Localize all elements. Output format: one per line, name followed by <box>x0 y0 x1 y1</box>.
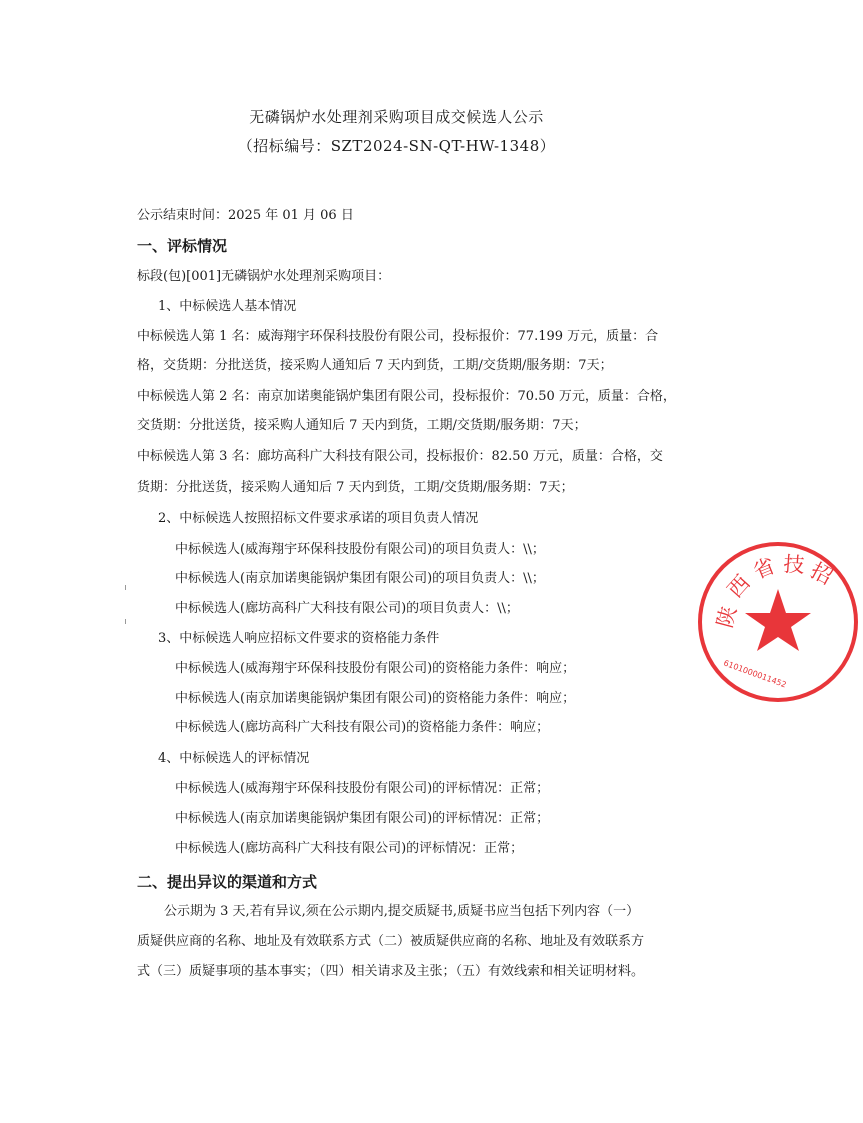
list-item: 中标候选人(廊坊高科广大科技有限公司)的资格能力条件：响应； <box>175 720 550 735</box>
candidate-line: 中标候选人第 1 名：威海翔宇环保科技股份有限公司，投标报价：77.199 万元，质量：合 <box>137 329 659 344</box>
seal-number: 6101000011452 <box>722 658 788 690</box>
seal-text-1: 陕 <box>712 603 742 631</box>
seal-text-2: 西 <box>722 570 755 603</box>
list-item: 中标候选人(威海翔宇环保科技股份有限公司)的评标情况：正常； <box>175 781 550 796</box>
subsection-heading-manager: 2、中标候选人按照招标文件要求承诺的项目负责人情况 <box>158 511 479 526</box>
lot-title: 标段(包)[001]无磷锅炉水处理剂采购项目： <box>137 269 391 284</box>
candidate-line: 中标候选人第 2 名：南京加诺奥能锅炉集团有限公司，投标报价：70.50 万元，质量：合格， <box>137 389 676 404</box>
list-item: 中标候选人(廊坊高科广大科技有限公司)的项目负责人：\\； <box>175 601 519 616</box>
objection-paragraph-line: 质疑供应商的名称、地址及有效联系方式（二）被质疑供应商的名称、地址及有效联系方 <box>137 934 645 949</box>
candidate-line: 中标候选人第 3 名：廊坊高科广大科技有限公司，投标报价：82.50 万元，质量：合格，交 <box>137 449 663 464</box>
subsection-heading-qualification: 3、中标候选人响应招标文件要求的资格能力条件 <box>158 631 440 646</box>
list-item: 中标候选人(廊坊高科广大科技有限公司)的评标情况：正常； <box>175 841 524 856</box>
seal-text-4: 技 <box>782 552 806 578</box>
candidate-line: 格，交货期：分批送货，接采购人通知后 7 天内到货，工期/交货期/服务期：7天； <box>137 358 613 373</box>
seal-star-icon <box>745 589 811 651</box>
list-item: 中标候选人(威海翔宇环保科技股份有限公司)的资格能力条件：响应； <box>175 661 576 676</box>
subsection-heading-basic: 1、中标候选人基本情况 <box>158 299 297 314</box>
objection-paragraph-line: 式（三）质疑事项的基本事实；（四）相关请求及主张；（五）有效线索和相关证明材料。 <box>137 964 645 979</box>
objection-paragraph-line: 公示期为 3 天,若有异议,须在公示期内,提交质疑书,质疑书应当包括下列内容（一） <box>164 904 640 919</box>
candidate-line: 货期：分批送货，接采购人通知后 7 天内到货，工期/交货期/服务期：7天； <box>137 480 574 495</box>
list-item: 中标候选人(南京加诺奥能锅炉集团有限公司)的项目负责人：\\； <box>175 571 545 586</box>
section-heading-evaluation: 一、评标情况 <box>137 237 228 255</box>
publicity-end-time: 公示结束时间：2025 年 01 月 06 日 <box>137 208 354 223</box>
scan-mark <box>125 585 131 590</box>
list-item: 中标候选人(南京加诺奥能锅炉集团有限公司)的评标情况：正常； <box>175 811 550 826</box>
official-seal <box>693 537 863 707</box>
section-heading-objection: 二、提出异议的渠道和方式 <box>137 873 318 891</box>
bid-number: （招标编号：SZT2024-SN-QT-HW-1348） <box>237 137 556 155</box>
seal-text-3: 省 <box>749 553 779 584</box>
list-item: 中标候选人(南京加诺奥能锅炉集团有限公司)的资格能力条件：响应； <box>175 691 576 706</box>
page-title: 无磷锅炉水处理剂采购项目成交候选人公示 <box>249 108 544 126</box>
scan-mark <box>125 619 131 624</box>
seal-text-5: 招 <box>806 558 837 590</box>
candidate-line: 交货期：分批送货，接采购人通知后 7 天内到货，工期/交货期/服务期：7天； <box>137 418 587 433</box>
subsection-heading-review: 4、中标候选人的评标情况 <box>158 751 310 766</box>
list-item: 中标候选人(威海翔宇环保科技股份有限公司)的项目负责人：\\； <box>175 542 545 557</box>
